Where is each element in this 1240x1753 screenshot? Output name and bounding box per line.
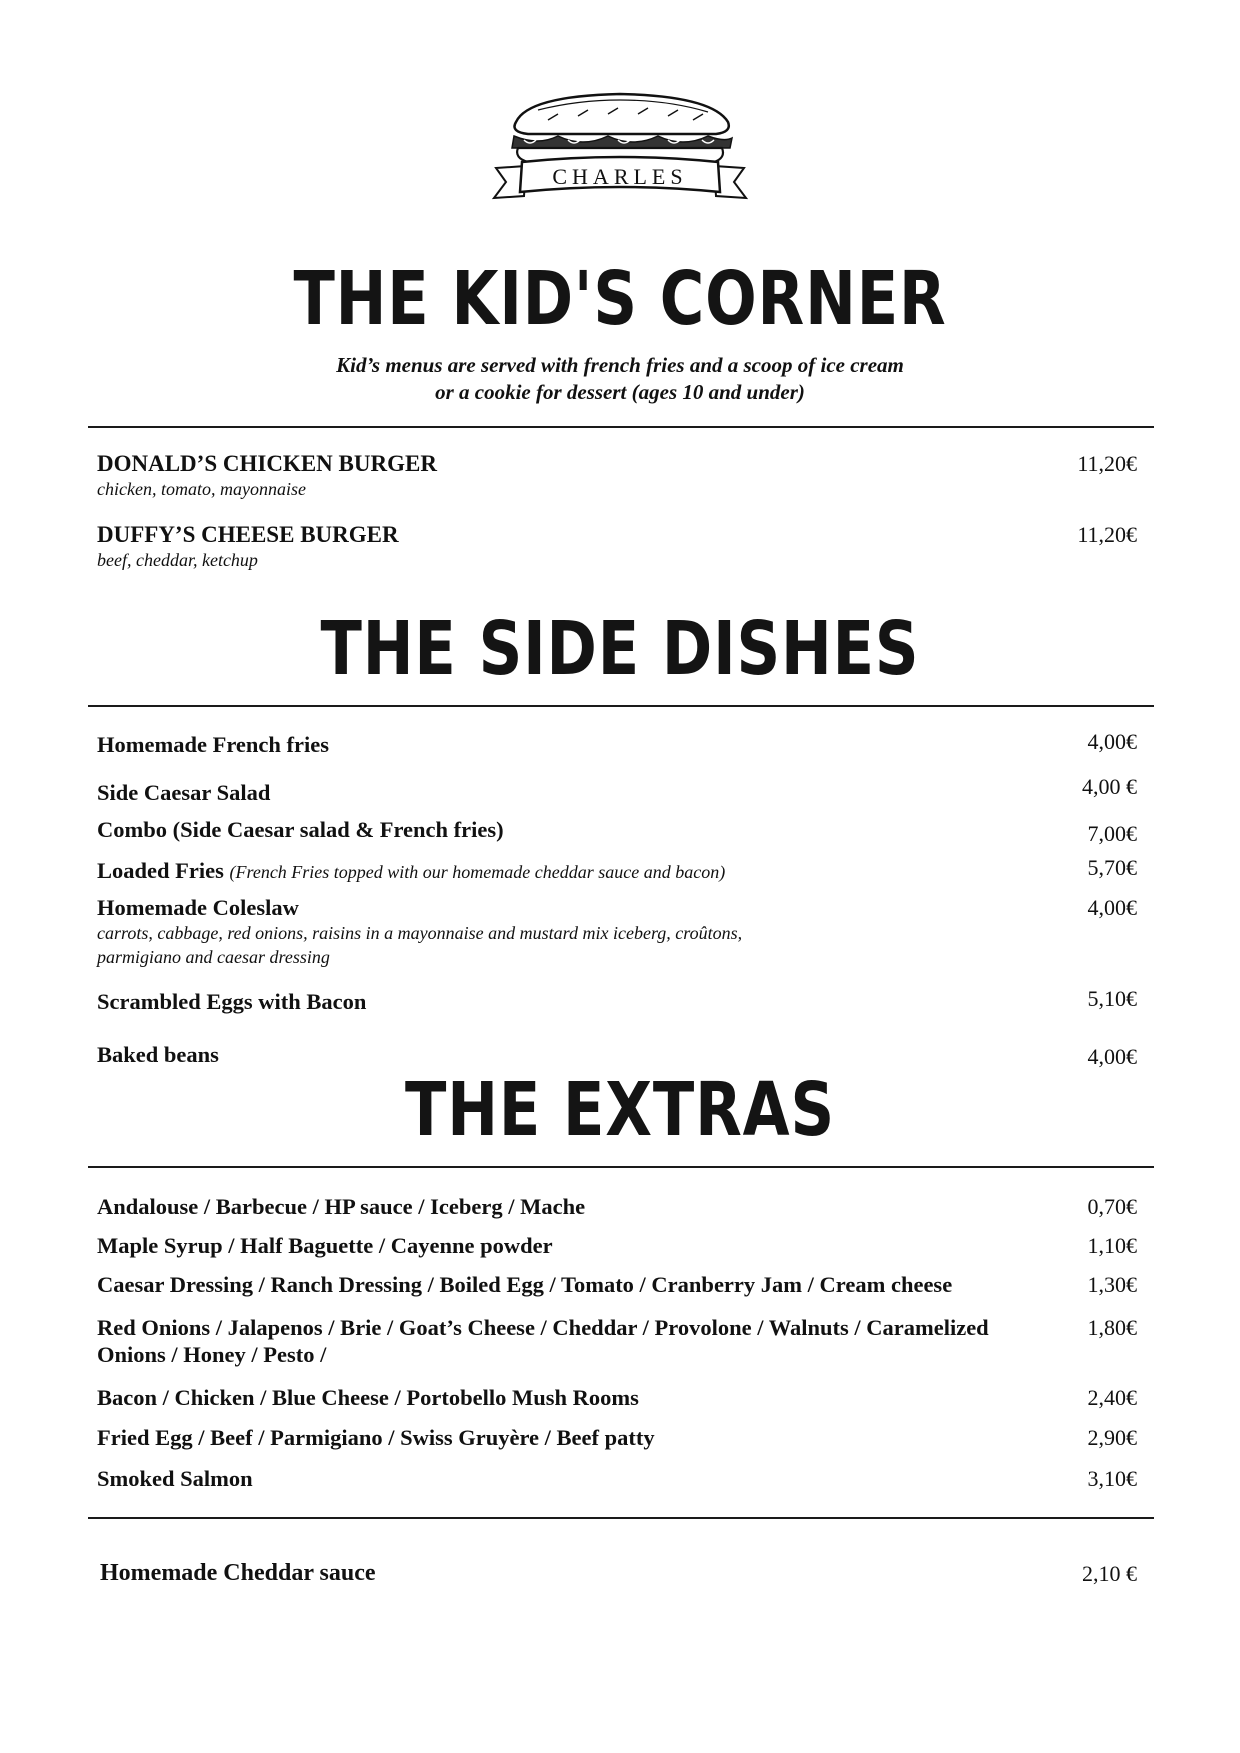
item-price: 7,00€: [1087, 821, 1137, 846]
menu-item: [97, 1465, 1137, 1492]
item-price: 5,10€: [1087, 986, 1137, 1011]
item-description: beef, cheddar, ketchup: [97, 550, 258, 570]
item-name: DONALD’S CHICKEN BURGER: [97, 451, 437, 476]
item-name: Bacon / Chicken / Blue Cheese / Portobello Mush Rooms: [97, 1385, 639, 1410]
item-price: 3,10€: [1087, 1466, 1137, 1491]
menu-item: [97, 1424, 1137, 1451]
charles-sandwich-logo: [488, 92, 752, 204]
item-name: Caesar Dressing / Ranch Dressing / Boiled Egg / Tomato / Cranberry Jam / Cream cheese: [97, 1272, 953, 1297]
menu-item: [97, 1384, 1137, 1411]
item-description: carrots, cabbage, red onions, raisins in a mayonnaise and mustard mix iceberg, croûtons,: [97, 923, 743, 943]
menu-item: [97, 988, 1137, 1015]
item-name: Andalouse / Barbecue / HP sauce / Iceberg / Mache: [97, 1194, 586, 1219]
menu-item: [97, 521, 1137, 572]
item-price: 11,20€: [1077, 522, 1137, 547]
item-price: 4,00€: [1087, 895, 1137, 920]
menu-item: [97, 1232, 1137, 1259]
item-name: Smoked Salmon: [97, 1466, 253, 1491]
item-price: 2,90€: [1087, 1425, 1137, 1450]
menu-item: [97, 1041, 1137, 1068]
item-description: parmigiano and caesar dressing: [97, 947, 330, 967]
kids-section-title: THE KID'S CORNER: [293, 256, 947, 342]
menu-item: [97, 1314, 1137, 1368]
item-name: Loaded Fries (French Fries topped with our homemade cheddar sauce and bacon): [97, 858, 726, 883]
item-price: 4,00€: [1087, 729, 1137, 754]
divider: [88, 1517, 1154, 1519]
item-price: 4,00 €: [1082, 774, 1137, 799]
item-price: 2,40€: [1087, 1385, 1137, 1410]
item-name: Maple Syrup / Half Baguette / Cayenne powder: [97, 1233, 553, 1258]
sides-section-title: THE SIDE DISHES: [320, 606, 920, 692]
item-name: Red Onions / Jalapenos / Brie / Goat’s Cheese / Cheddar / Provolone / Walnuts / Caramelized Onions / Honey / Pesto /: [97, 1315, 989, 1367]
item-note: (French Fries topped with our homemade cheddar sauce and bacon): [229, 862, 726, 882]
item-name: Combo (Side Caesar salad & French fries): [97, 817, 504, 842]
item-name: Homemade Cheddar sauce: [100, 1560, 376, 1586]
menu-item: [100, 1560, 1137, 1587]
item-name: Side Caesar Salad: [97, 780, 271, 805]
item-price: 4,00€: [1087, 1044, 1137, 1069]
item-name: Homemade Coleslaw: [97, 895, 299, 920]
divider: [88, 426, 1154, 428]
menu-item: [97, 816, 1137, 846]
item-price: 2,10 €: [1082, 1561, 1137, 1586]
item-price: 1,80€: [1087, 1315, 1137, 1340]
menu-item: [97, 1271, 1137, 1298]
menu-item: [97, 1193, 1137, 1220]
item-name: DUFFY’S CHEESE BURGER: [97, 522, 399, 547]
menu-item: [97, 450, 1137, 501]
item-price: 5,70€: [1087, 855, 1137, 880]
item-price: 11,20€: [1077, 451, 1137, 476]
item-name: Fried Egg / Beef / Parmigiano / Swiss Gruyère / Beef patty: [97, 1425, 655, 1450]
extras-section-title: THE EXTRAS: [405, 1067, 835, 1153]
item-description: chicken, tomato, mayonnaise: [97, 479, 306, 499]
item-price: 1,30€: [1087, 1272, 1137, 1297]
item-name: Scrambled Eggs with Bacon: [97, 989, 367, 1014]
menu-item: [97, 857, 1137, 886]
menu-item: [97, 774, 1137, 806]
menu-item: [97, 894, 1137, 969]
kids-subtitle-line1: Kid’s menus are served with french fries and a scoop of ice cream: [336, 353, 904, 377]
logo-wordmark: CHARLES: [552, 164, 688, 189]
item-price: 0,70€: [1087, 1194, 1137, 1219]
item-price: 1,10€: [1087, 1233, 1137, 1258]
item-name: Homemade French fries: [97, 732, 330, 757]
divider: [88, 1166, 1154, 1168]
menu-item: [97, 731, 1137, 758]
item-name: Baked beans: [97, 1042, 219, 1067]
kids-subtitle-line2: or a cookie for dessert (ages 10 and under): [435, 380, 805, 404]
divider: [88, 705, 1154, 707]
